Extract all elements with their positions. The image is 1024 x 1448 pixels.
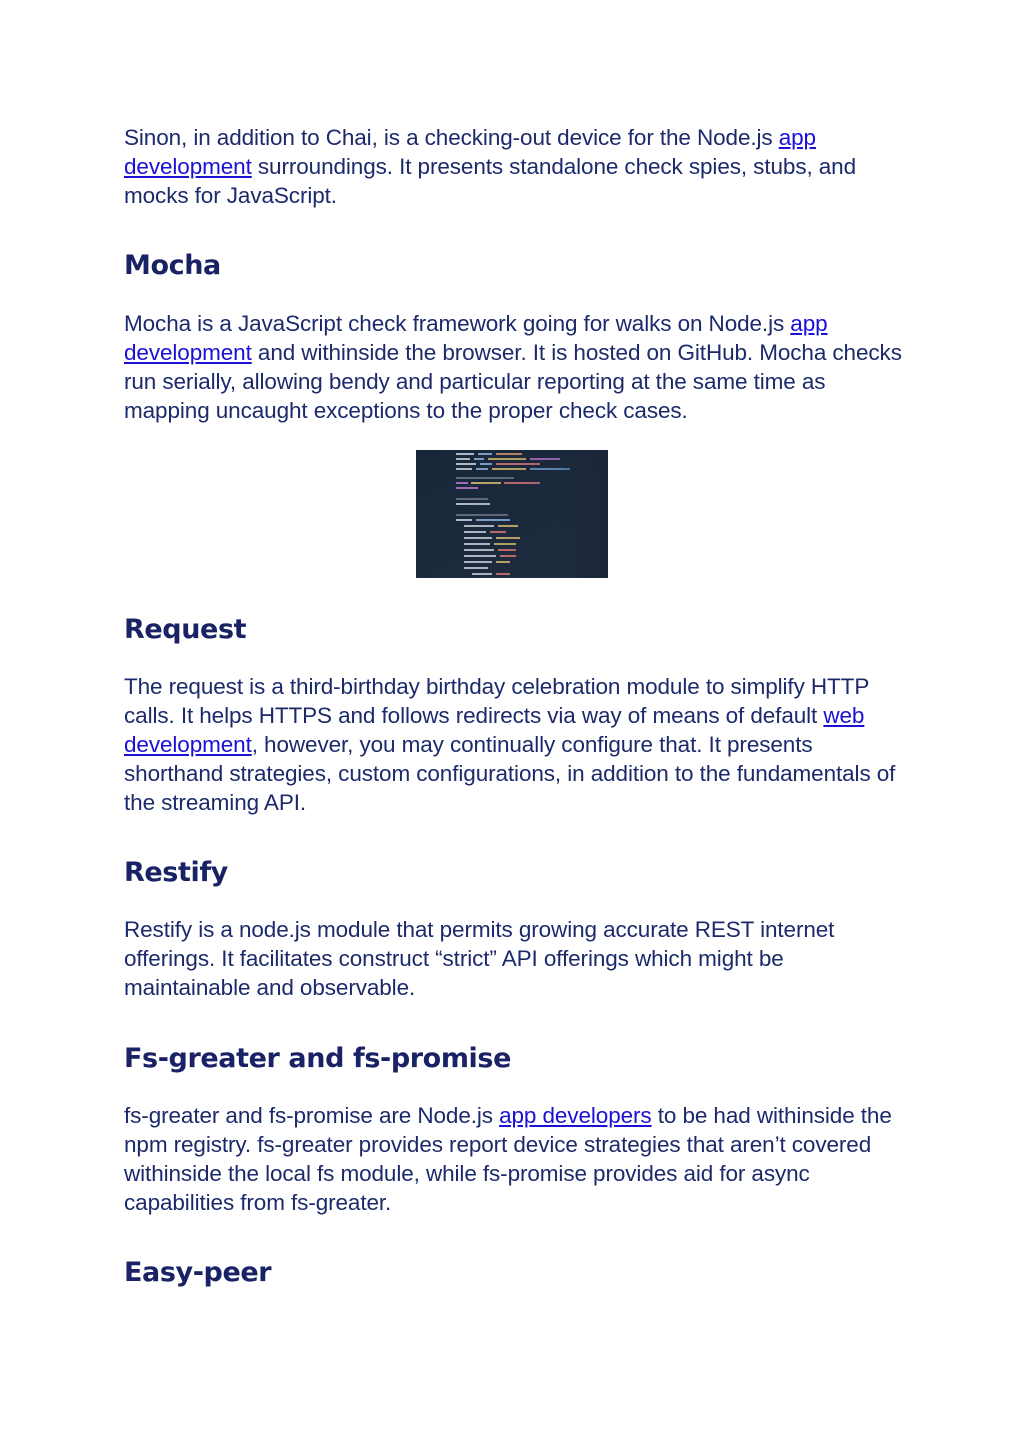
fs-greater-heading: Fs-greater and fs-promise [124,1043,511,1074]
code-screenshot-image [416,450,608,578]
request-paragraph [124,672,914,817]
sinon-paragraph [124,123,914,210]
document-page [124,123,914,1291]
code-lines-graphic [416,450,608,578]
mocha-text-before: Mocha is a JavaScript check framework going for walks on Node.js [124,311,791,336]
fs-text-before: fs-greater and fs-promise are Node.js [124,1103,500,1128]
mocha-app-development-link[interactable]: app development [124,311,828,365]
mocha-heading: Mocha [124,250,221,281]
fs-app-developers-link[interactable]: app developers [499,1103,652,1128]
request-heading: Request [124,614,247,645]
request-text-before: The request is a third-birthday birthday celebration module to simplify HTTP calls. It helps HTTPS and follows redirects via way of means of default [124,674,869,728]
easy-peer-heading: Easy-peer [124,1257,272,1288]
sinon-app-development-link[interactable]: app development [124,125,816,179]
request-text-after: , however, you may continually configure that. It presents shorthand strategies, custom configurations, in addition to the fundamentals of the streaming API. [124,732,896,815]
sinon-text-after: surroundings. It presents standalone check spies, stubs, and mocks for JavaScript. [124,154,857,208]
sinon-text-before: Sinon, in addition to Chai, is a checking-out device for the Node.js [124,125,779,150]
fs-text-after: to be had withinside the npm registry. fs-greater provides report device strategies that aren’t covered withinside the local fs module, while fs-promise provides aid for async capabilities from fs-greater. [124,1103,892,1215]
fs-paragraph [124,1101,914,1217]
restify-paragraph: Restify is a node.js module that permits growing accurate REST internet offerings. It facilitates construct “strict” API offerings which might be maintainable and observable. [124,917,835,1000]
restify-heading: Restify [124,857,228,888]
mocha-paragraph [124,309,914,425]
request-web-development-link[interactable]: web development [124,703,865,757]
mocha-text-after: and withinside the browser. It is hosted on GitHub. Mocha checks run serially, allowing bendy and particular reporting at the same time as mapping uncaught exceptions to the proper check cases. [124,340,902,423]
